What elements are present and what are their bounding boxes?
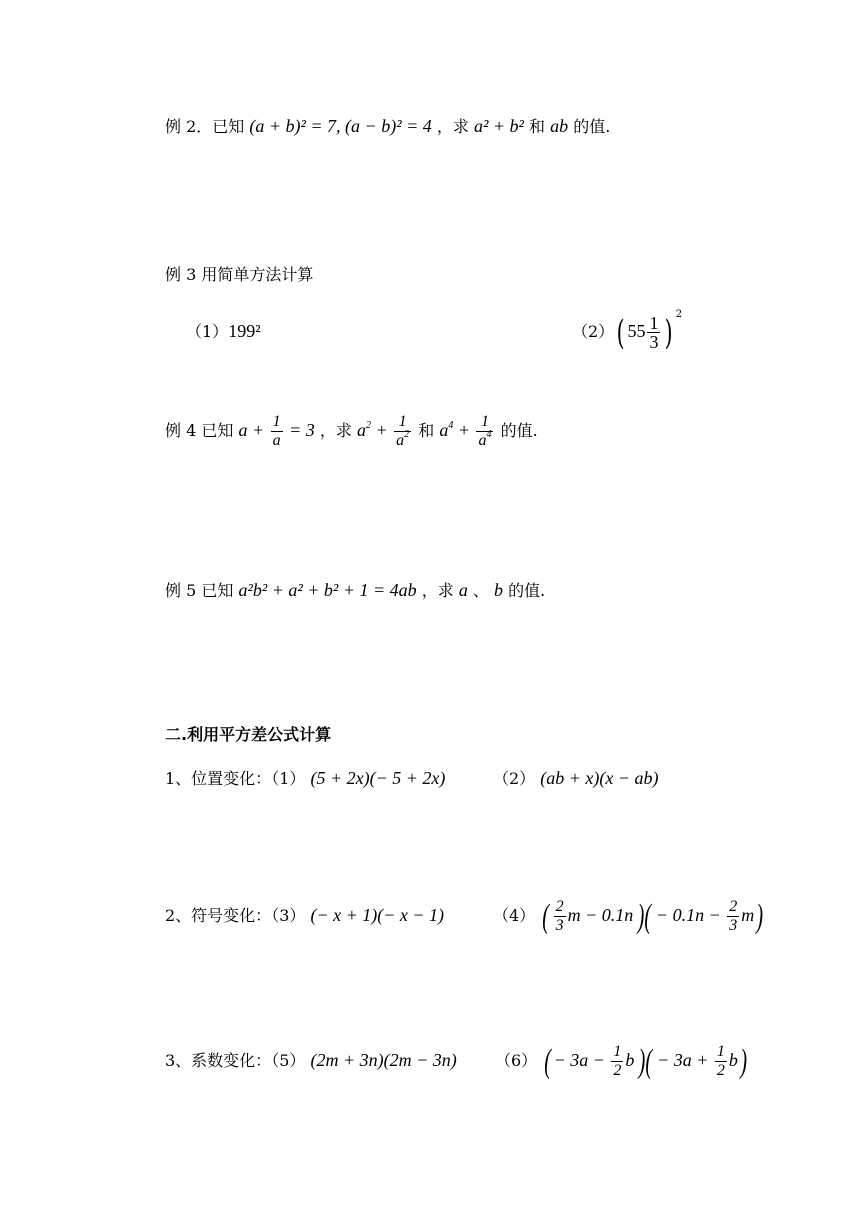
example-4-expression-2: $a^4$ + $\frac{1}{a^4}$ — [439, 413, 492, 450]
example-3-part-2-fraction: $\frac{1}{3}$ — [649, 313, 659, 352]
example-2-separator: ，求 — [436, 117, 469, 136]
example-4-condition: a + $\frac{1}{a}$ = 3 — [238, 413, 315, 450]
example-3-part-2-exponent: 2 — [675, 309, 683, 320]
example-4-end: 的值. — [500, 421, 538, 440]
example-5-variable-b: b — [494, 580, 504, 600]
example-4-expression-1: $a^2$ + $\frac{1}{a^2}$ — [356, 413, 410, 450]
question-3-label: 3、系数变化： — [165, 1051, 272, 1070]
question-3-expression-6: ( − 3a − $\frac{1}{2}$ b )( − 3a + $\frac{1}{2}$ b) — [544, 1042, 747, 1080]
example-2-end: 的值. — [573, 117, 611, 136]
question-2-part-4 — [493, 892, 766, 939]
example-3-part-2: （2）( 55 $\frac{1}{3}$ ) $^2$ — [572, 309, 683, 353]
example-3-part-1-label: （1） — [186, 322, 229, 341]
example-5-separator: ，求 — [421, 581, 454, 600]
example-4-separator: ，求 — [319, 421, 352, 440]
question-2 — [165, 905, 444, 926]
example-2-and: 和 — [528, 117, 545, 136]
question-3 — [165, 1050, 457, 1071]
question-1-number-2: （2） — [493, 769, 536, 788]
example-5-label: 例 5 已知 — [165, 581, 234, 600]
example-2 — [165, 116, 610, 137]
question-2-number-3: （3） — [271, 906, 306, 925]
question-3-number-5: （5） — [271, 1051, 306, 1070]
example-5 — [165, 580, 545, 601]
example-4-label: 例 4 已知 — [165, 421, 234, 440]
example-5-end: 的值. — [508, 581, 546, 600]
question-3-expression-5: (2m + 3n)(2m − 3n) — [310, 1050, 457, 1070]
question-3-number-6: （6） — [495, 1051, 538, 1070]
example-4-and: 和 — [418, 421, 435, 440]
question-3-part-6 — [495, 1037, 749, 1084]
example-2-expression-1: a² + b² — [473, 116, 524, 136]
example-3-part-2-label: （2） — [572, 322, 615, 341]
example-3-part-1-expression: 199² — [228, 321, 261, 341]
example-5-variable-a: a — [458, 580, 468, 600]
question-2-expression-3: (− x + 1)(− x − 1) — [310, 905, 445, 925]
example-3-title: 例 3 用简单方法计算 — [165, 265, 314, 284]
example-3-part-1 — [186, 321, 261, 342]
example-2-condition: (a + b)² = 7, (a − b)² = 4 — [249, 116, 432, 136]
question-1-expression-2: (ab + x)(x − ab) — [540, 768, 659, 788]
question-1-number-1: （1） — [271, 769, 306, 788]
question-2-label: 2、符号变化： — [165, 906, 272, 925]
question-1-expression-1: (5 + 2x)(− 5 + 2x) — [310, 768, 446, 788]
section-2-title: 二.利用平方差公式计算 — [165, 725, 332, 744]
example-2-label: 例 2．已知 — [165, 117, 245, 136]
example-5-expression: a²b² + a² + b² + 1 = 4ab — [238, 580, 417, 600]
question-2-number-4: （4） — [493, 906, 536, 925]
example-5-dun: 、 — [472, 581, 489, 600]
question-1-part-2 — [493, 768, 659, 789]
example-2-expression-2: ab — [550, 116, 569, 136]
question-2-expression-4: ( $\frac{2}{3}$ m − 0.1n )( − 0.1n − $\frac{2}{3}$ m) — [542, 897, 764, 935]
question-1 — [165, 768, 445, 789]
example-4 — [165, 410, 538, 451]
question-1-label: 1、位置变化： — [165, 769, 272, 788]
example-3-part-2-whole: 55 — [627, 321, 646, 341]
